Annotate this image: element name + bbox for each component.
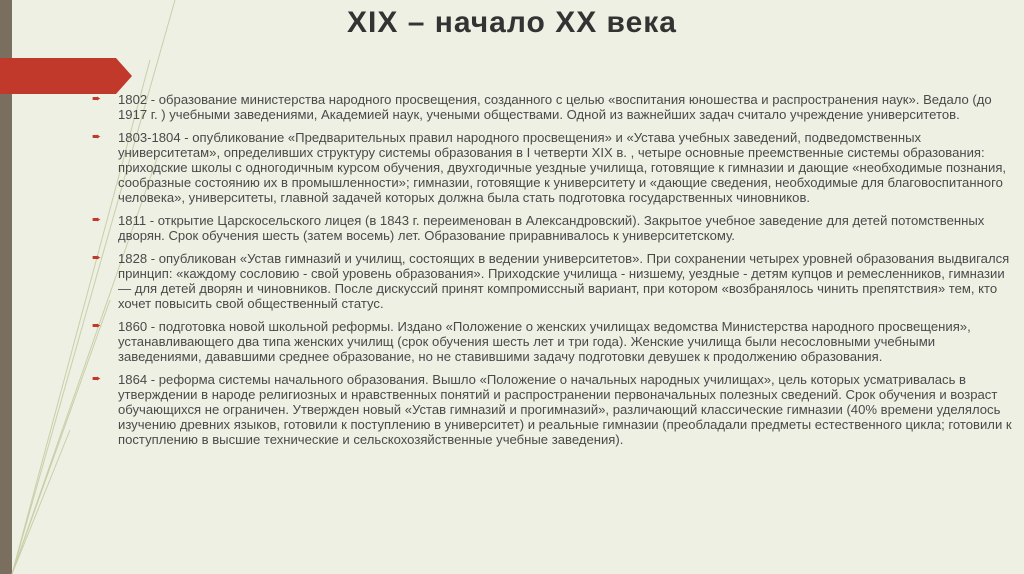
arrow-bullet-icon: ➨: [92, 214, 102, 226]
content-list: [92, 92, 1012, 455]
list-item-text: 1828 - опубликован «Устав гимназий и училищ, состоящих в ведении университетов». При сохранении четырех уровней образования выдвигался принцип: «каждому сословию - свой уровень образования». Приходские училища - низшему, уездные - детям купцов и ремесленников, гимназии — для детей дворян и чиновников. После дискуссий принят компромиссный вариант, при котором «возбранялось чинить препятствия» тем, кто хочет повысить свой общественный статус.: [118, 251, 1010, 311]
list-item-text: 1802 - образование министерства народного просвещения, созданного с целью «воспитания юношества и распространения наук». Ведало (до 1917 г. ) учебными заведениями, Академией наук, учеными обществами. Одной из важнейших задач считало учреждение университетов.: [118, 92, 992, 122]
slide-title: XIX – начало XX века: [347, 6, 677, 39]
arrow-bullet-icon: ➨: [92, 131, 102, 143]
title-accent-tab: [0, 58, 132, 94]
list-item: [92, 130, 1012, 205]
arrow-bullet-icon: ➨: [92, 320, 102, 332]
list-item-text: 1811 - открытие Царскосельского лицея (в 1843 г. переименован в Александровский). Закрытое учебное заведение для детей потомственных дворян. Срок обучения шесть (затем восемь) лет. Образование приравнивалось к университетскому.: [118, 213, 985, 243]
list-item-text: 1864 - реформа системы начального образования. Вышло «Положение о начальных народных училищах», цель которых усматривалась в утверждении в народе религиозных и нравственных понятий и распространении первоначальных полезных сведений. Срок обучения и возраст обучающихся не ограничен. Утвержден новый «Устав гимназий и прогимназий», различающий классические гимназии (40% времени уделялось изучению древних языков, готовили к поступлению в университет) и реальные гимназии (преобладали предметы естественного цикла; готовили к поступлению в высшие технические и сельскохозяйственные учебные заведения).: [118, 372, 1012, 447]
list-item: [92, 213, 1012, 243]
list-item: [92, 251, 1012, 311]
list-item: [92, 319, 1012, 364]
arrow-bullet-icon: ➨: [92, 373, 102, 385]
list-item-text: 1860 - подготовка новой школьной реформы. Издано «Положение о женских училищах ведомства Министерства народного просвещения», устанавливающего два типа женских училищ (срок обучения шесть лет и три года). Женские училища были несословными учебными заведениями, дававшими среднее образование, но не ставившими задачу подготовки девушек к продолжению образования.: [118, 319, 971, 364]
list-item-text: 1803-1804 - опубликование «Предварительных правил народного просвещения» и «Устава учебных заведений, подведомственных университетам», определивших структуру системы образования в I четверти XIX в. , четыре основные преемственные системы образования: приходские школы с одногодичным курсом обучения, двухгодичные уездные училища, готовящие к гимназии и дающие «необходимые познания, сообразные состоянию их в промышленности»; гимназии, готовящие к университету и «дающие сведения, необходимые для благовоспитанного человека», университеты, главной задачей которых должна была стать подготовка государственных чиновников.: [118, 130, 1007, 205]
arrow-bullet-icon: ➨: [92, 93, 102, 105]
arrow-bullet-icon: ➨: [92, 252, 102, 264]
list-item: [92, 372, 1012, 447]
list-item: [92, 92, 1012, 122]
